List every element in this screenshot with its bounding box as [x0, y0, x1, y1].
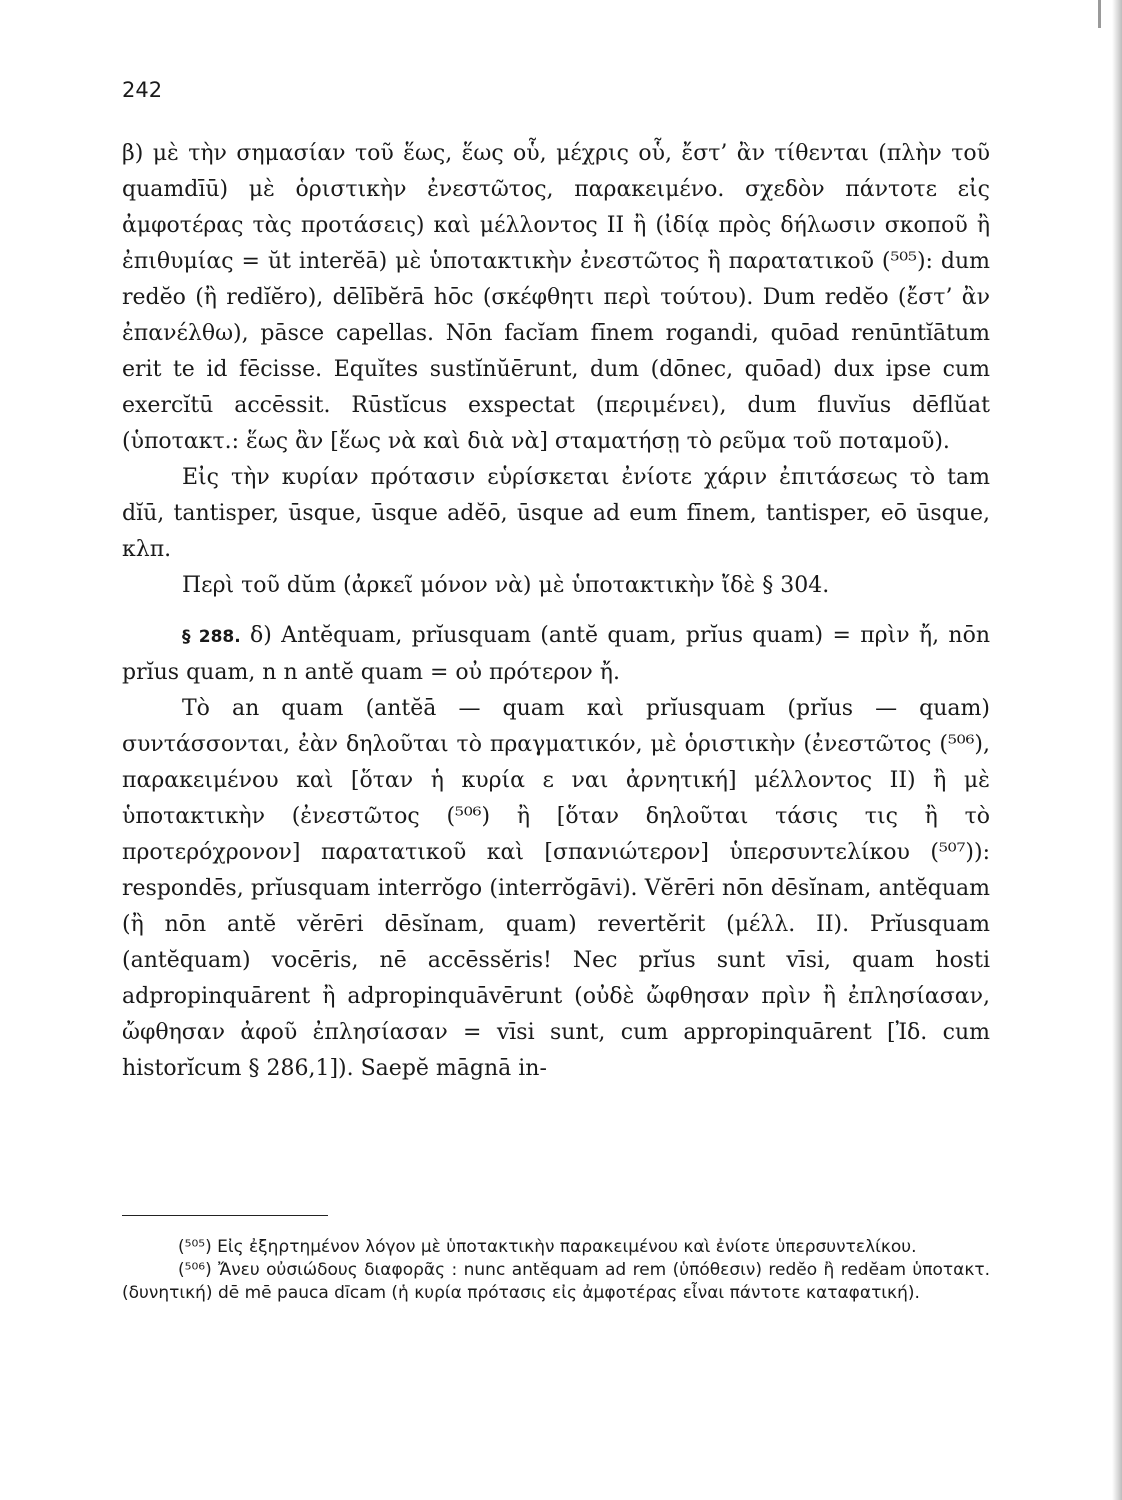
main-text [122, 136, 990, 1087]
section-number: § 288. [182, 627, 241, 647]
paragraph-2: Εἰς τὴν κυρίαν πρότασιν εὑρίσκεται ἐνίοτε χάριν ἐπιτάσεως τὸ tam dĭū, tantisper, ūsque, ūsque adĕō, ūsque ad eum fīnem, tantisper, eō ūsque, κλπ. [122, 465, 990, 562]
section-288-heading [122, 618, 990, 691]
footnote-divider [122, 1215, 328, 1216]
scan-edge [1112, 0, 1122, 1500]
footnotes [122, 1236, 990, 1305]
scan-mark [1098, 0, 1101, 28]
footnote-505: (⁵⁰⁵) Εἰς ἐξηρτημένον λόγον μὲ ὑποτακτικὴν παρακειμένου καὶ ἐνίοτε ὑπερσυντελίκου. [178, 1237, 917, 1257]
paragraph-1: β) μὲ τὴν σημασίαν τοῦ ἕως, ἕως οὗ, μέχρις οὗ, ἔστ’ ἂν τίθενται (πλὴν τοῦ quamdīū) μὲ ὁριστικὴν ἐνεστῶτος, παρακειμένο. σχεδὸν πάντοτε εἰς ἀμφοτέρας τὰς προτάσεις) καὶ μέλλοντος II ἢ (ἰδίᾳ πρὸς δήλωσιν σκοποῦ ἢ ἐπιθυμίας = ŭt interĕā) μὲ ὑποτακτικὴν ἐνεστῶτος ἢ παρατατικοῦ (⁵⁰⁵): dum redĕo (ἢ redĭĕro), dēlībĕrā hōc (σκέφθητι περὶ τούτου). Dum redĕo (ἔστ’ ἂν ἐπανέλθω), pāsce capellas. Nōn facĭam fīnem rogandi, quōad renūntĭātum erit te id fēcisse. Equĭtes sustĭnŭērunt, dum (dōnec, quōad) dux ipse cum exercĭtū accēssit. Rūstĭcus exspectat (περιμένει), dum fluvĭus dēflŭat (ὑποτακτ.: ἕως ἂν [ἕως νὰ καὶ διὰ νὰ] σταματήσῃ τὸ ρεῦμα τοῦ ποταμοῦ). [122, 141, 991, 454]
footnote-506: (⁵⁰⁶) Ἄνευ οὐσιώδους διαφορᾶς : nunc antĕquam ad rem (ὑπόθεσιν) redĕo ἢ redĕam ὑποτακτ. (δυνητική) dē mē pauca dīcam (ἡ κυρία πρότασις εἰς ἀμφοτέρας εἶναι πάντοτε καταφατική). [122, 1260, 990, 1303]
section-288-text: δ) Antĕquam, prĭusquam (antĕ quam, prĭus quam) = πρὶν ἤ, nōn prĭus quam, n n antĕ quam = οὐ πρότερον ἤ. [122, 623, 990, 685]
paragraph-5: Τὸ an quam (antĕā — quam καὶ prĭusquam (prĭus — quam) συντάσσονται, ἐὰν δηλοῦται τὸ πραγματικόν, μὲ ὁριστικὴν (ἐνεστῶτος (⁵⁰⁶), παρακειμένου καὶ [ὅταν ἡ κυρία ε ναι ἀρνητική] μέλλοντος II) ἢ μὲ ὑποτακτικὴν (ἐνεστῶτος (⁵⁰⁶) ἢ [ὅταν δηλοῦται τάσις τις ἢ τὸ προτερόχρονον] παρατατικοῦ καὶ [σπανιώτερον] ὑπερσυντελίκου (⁵⁰⁷)): respondēs, prĭusquam interrŏgo (interrŏgāvi). Vĕrēri nōn dēsĭnam, antĕquam (ἢ nōn antĕ vĕrēri dēsĭnam, quam) revertĕrit (μέλλ. II). Prĭusquam (antĕquam) vocēris, nē accēssĕris! Nec prĭus sunt vīsi, quam hosti adpropinquārent ἢ adpropinquāvērunt (οὐδὲ ὤφθησαν πρὶν ἢ ἐπλησίασαν, ὤφθησαν ἀφοῦ ἐπλησίασαν = vīsi sunt, cum appropinquārent [Ἰδ. cum historĭcum § 286,1]). Saepĕ māgnā in- [122, 696, 990, 1081]
page-number: 242 [122, 78, 163, 102]
paragraph-3: Περὶ τοῦ dŭm (ἀρκεῖ μόνον νὰ) μὲ ὑποτακτικὴν ἴδὲ § 304. [182, 573, 830, 598]
